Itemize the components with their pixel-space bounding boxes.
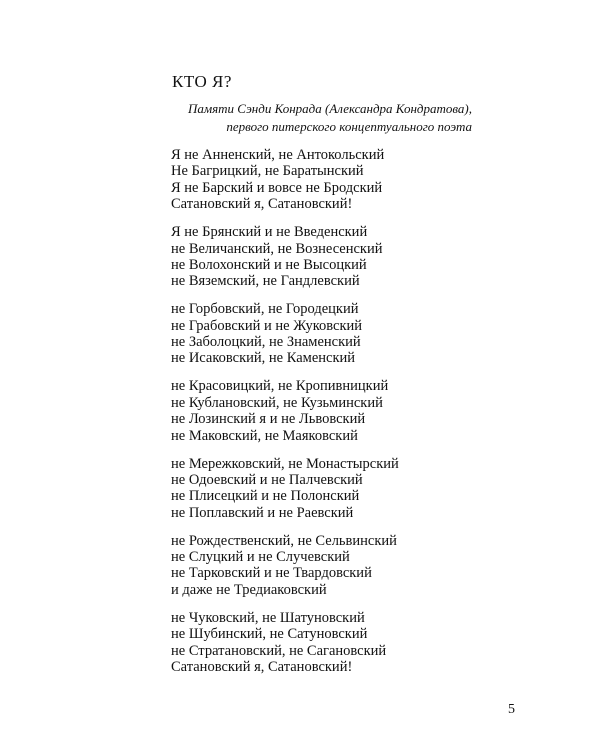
poem-line: не Плисецкий и не Полонский xyxy=(171,488,360,505)
poem-line: не Слуцкий и не Случевский xyxy=(171,549,350,566)
poem-line: не Заболоцкий, не Знаменский xyxy=(171,334,361,351)
poem-line: не Чуковский, не Шатуновский xyxy=(171,609,365,626)
poem-line: не Красовицкий, не Кропивницкий xyxy=(171,378,389,395)
stanza xyxy=(171,301,491,367)
stanza xyxy=(171,533,491,599)
stanza xyxy=(171,456,491,522)
poem-line: Сатановский я, Сатановский! xyxy=(171,658,353,675)
epigraph-line: Памяти Сэнди Конрада (Александра Кондратова), xyxy=(187,101,472,116)
epigraph-line: первого питерского концептуального поэта xyxy=(226,119,472,134)
poem-line: Я не Анненский, не Антокольский xyxy=(171,147,385,163)
poem-line: не Горбовский, не Городецкий xyxy=(171,301,359,318)
poem-line: и даже не Тредиаковский xyxy=(171,581,327,598)
poem-line: не Шубинский, не Сатуновский xyxy=(171,626,368,643)
poem-line: не Одоевский и не Палчевский xyxy=(171,471,363,488)
poem-line: не Вяземский, не Гандлевский xyxy=(171,273,360,290)
poem-line: не Лозинский я и не Львовский xyxy=(171,411,366,428)
poem-line: не Величанский, не Вознесенский xyxy=(171,240,383,257)
poem-line: не Исаковский, не Каменский xyxy=(171,350,356,367)
poem-line: не Маковский, не Маяковский xyxy=(171,427,358,444)
stanza xyxy=(171,224,491,290)
stanza xyxy=(171,610,491,676)
poem-body xyxy=(171,147,491,687)
poem-line: Я не Брянский и не Введенский xyxy=(171,224,368,241)
poem-line: не Грабовский и не Жуковский xyxy=(171,317,363,334)
poem-line: не Волохонский и не Высоцкий xyxy=(171,256,367,273)
stanza xyxy=(171,378,491,444)
poem-line: не Мережковский, не Монастырский xyxy=(171,455,399,472)
poem-line: не Кублановский, не Кузьминский xyxy=(171,394,383,411)
stanza xyxy=(171,147,491,213)
page-number: 5 xyxy=(508,702,515,717)
epigraph xyxy=(188,100,472,136)
poem-line: Я не Барский и вовсе не Бродский xyxy=(171,179,383,196)
poem-line: не Тарковский и не Твардовский xyxy=(171,565,372,582)
poem-line: не Стратановский, не Сагановский xyxy=(171,642,387,659)
poem-title: КТО Я? xyxy=(172,72,232,91)
poem-line: Сатановский я, Сатановский! xyxy=(171,196,353,213)
poem-line: Не Багрицкий, не Баратынский xyxy=(171,163,364,180)
poem-line: не Поплавский и не Раевский xyxy=(171,504,354,521)
poem-line: не Рождественский, не Сельвинский xyxy=(171,532,397,549)
